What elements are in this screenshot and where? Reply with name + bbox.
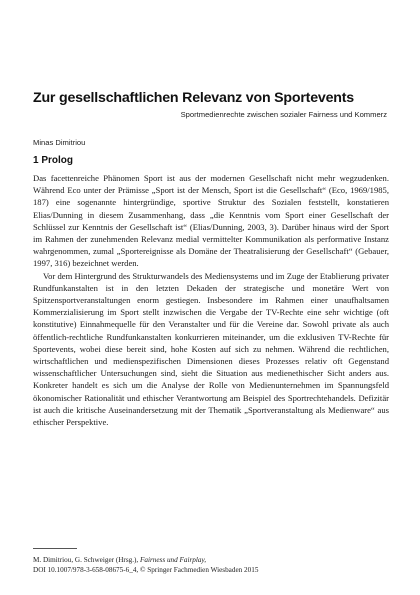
citation-line-1 (33, 555, 393, 565)
citation-editors: M. Dimitriou, G. Schweiger (Hrsg.), (33, 555, 139, 564)
chapter-title: Zur gesellschaftlichen Relevanz von Sportevents (33, 90, 354, 106)
chapter-subtitle: Sportmedienrechte zwischen sozialer Fairness und Kommerz (180, 110, 387, 119)
section-heading: 1 Prolog (33, 155, 74, 166)
footnote-rule (33, 548, 77, 549)
footnote-block (33, 548, 393, 575)
author-name: Minas Dimitriou (33, 138, 86, 147)
citation-line-2: DOI 10.1007/978-3-658-08675-6_4, © Springer Fachmedien Wiesbaden 2015 (33, 565, 259, 574)
body-text (33, 172, 389, 428)
citation-book-title: Fairness und Fairplay, (140, 555, 207, 564)
paragraph-2: Vor dem Hintergrund des Strukturwandels des Mediensystems und im Zuge der Etablierung privater Rundfunkanstalten ist in den letzten Dekaden der strategische und monetäre Wert von Spitzensportveranstaltungen enorm gestiegen. Insbesondere im Rahmen einer unaufhaltsamen Kommerzialisierung im Sport stellt inzwischen die Vergabe der TV-Rechte eine sehr wichtige (oft konstitutive) Einnahmequelle für den Veranstalter und für die Vereine dar. Sowohl private als auch öffentlich-rechtliche Rundfunkanstalten konkurrieren miteinander, um die exklusiven TV-Rechte für Sportevents, wobei diese bereit sind, hohe Kosten auf sich zu nehmen. Während die rechtlichen, wirtschaftlichen und medienspezifischen Dimensionen dieses Prozesses relativ oft Gegenstand wissenschaftlicher Untersuchungen sind, sieht die Situation aus medienethischer Sicht anders aus. Konkreter handelt es sich um die Analyse der Rolle von Medienunternehmen im Spannungsfeld ökonomischer Rationalität und ethischer Verantwortung am Beispiel des Sportrechtehandels. Defizitär ist auch die kritische Auseinandersetzung mit der Thematik „Sportveranstaltung als Medienware“ aus ethischer Perspektive. (33, 270, 389, 428)
paragraph-1: Das facettenreiche Phänomen Sport ist aus der modernen Gesellschaft nicht mehr wegzudenken. Während Eco unter der Prämisse „Sport ist der Mensch, Sport ist die Gesellschaft“ (Eco, 1969/1985, 187) eine sogenannte hintergründige, sportive Struktur des Sozialen feststellt, konstatieren Elias/Dunning in diesem Zusammenhang, dass „die Kenntnis vom Sport einer Gesellschaft der Schlüssel zur Kenntnis der Gesellschaft ist“ (Elias/Dunning, 2003, 3). Darüber hinaus wird der Sport im Rahmen der zunehmenden Relevanz medial vermittelter Kommunikation als performative Instanz wahrgenommen, zumal „Sportereignisse als Domäne der Theatralisierung der Gesellschaft“ (Gebauer, 1997, 316) bezeichnet werden. (33, 173, 389, 269)
